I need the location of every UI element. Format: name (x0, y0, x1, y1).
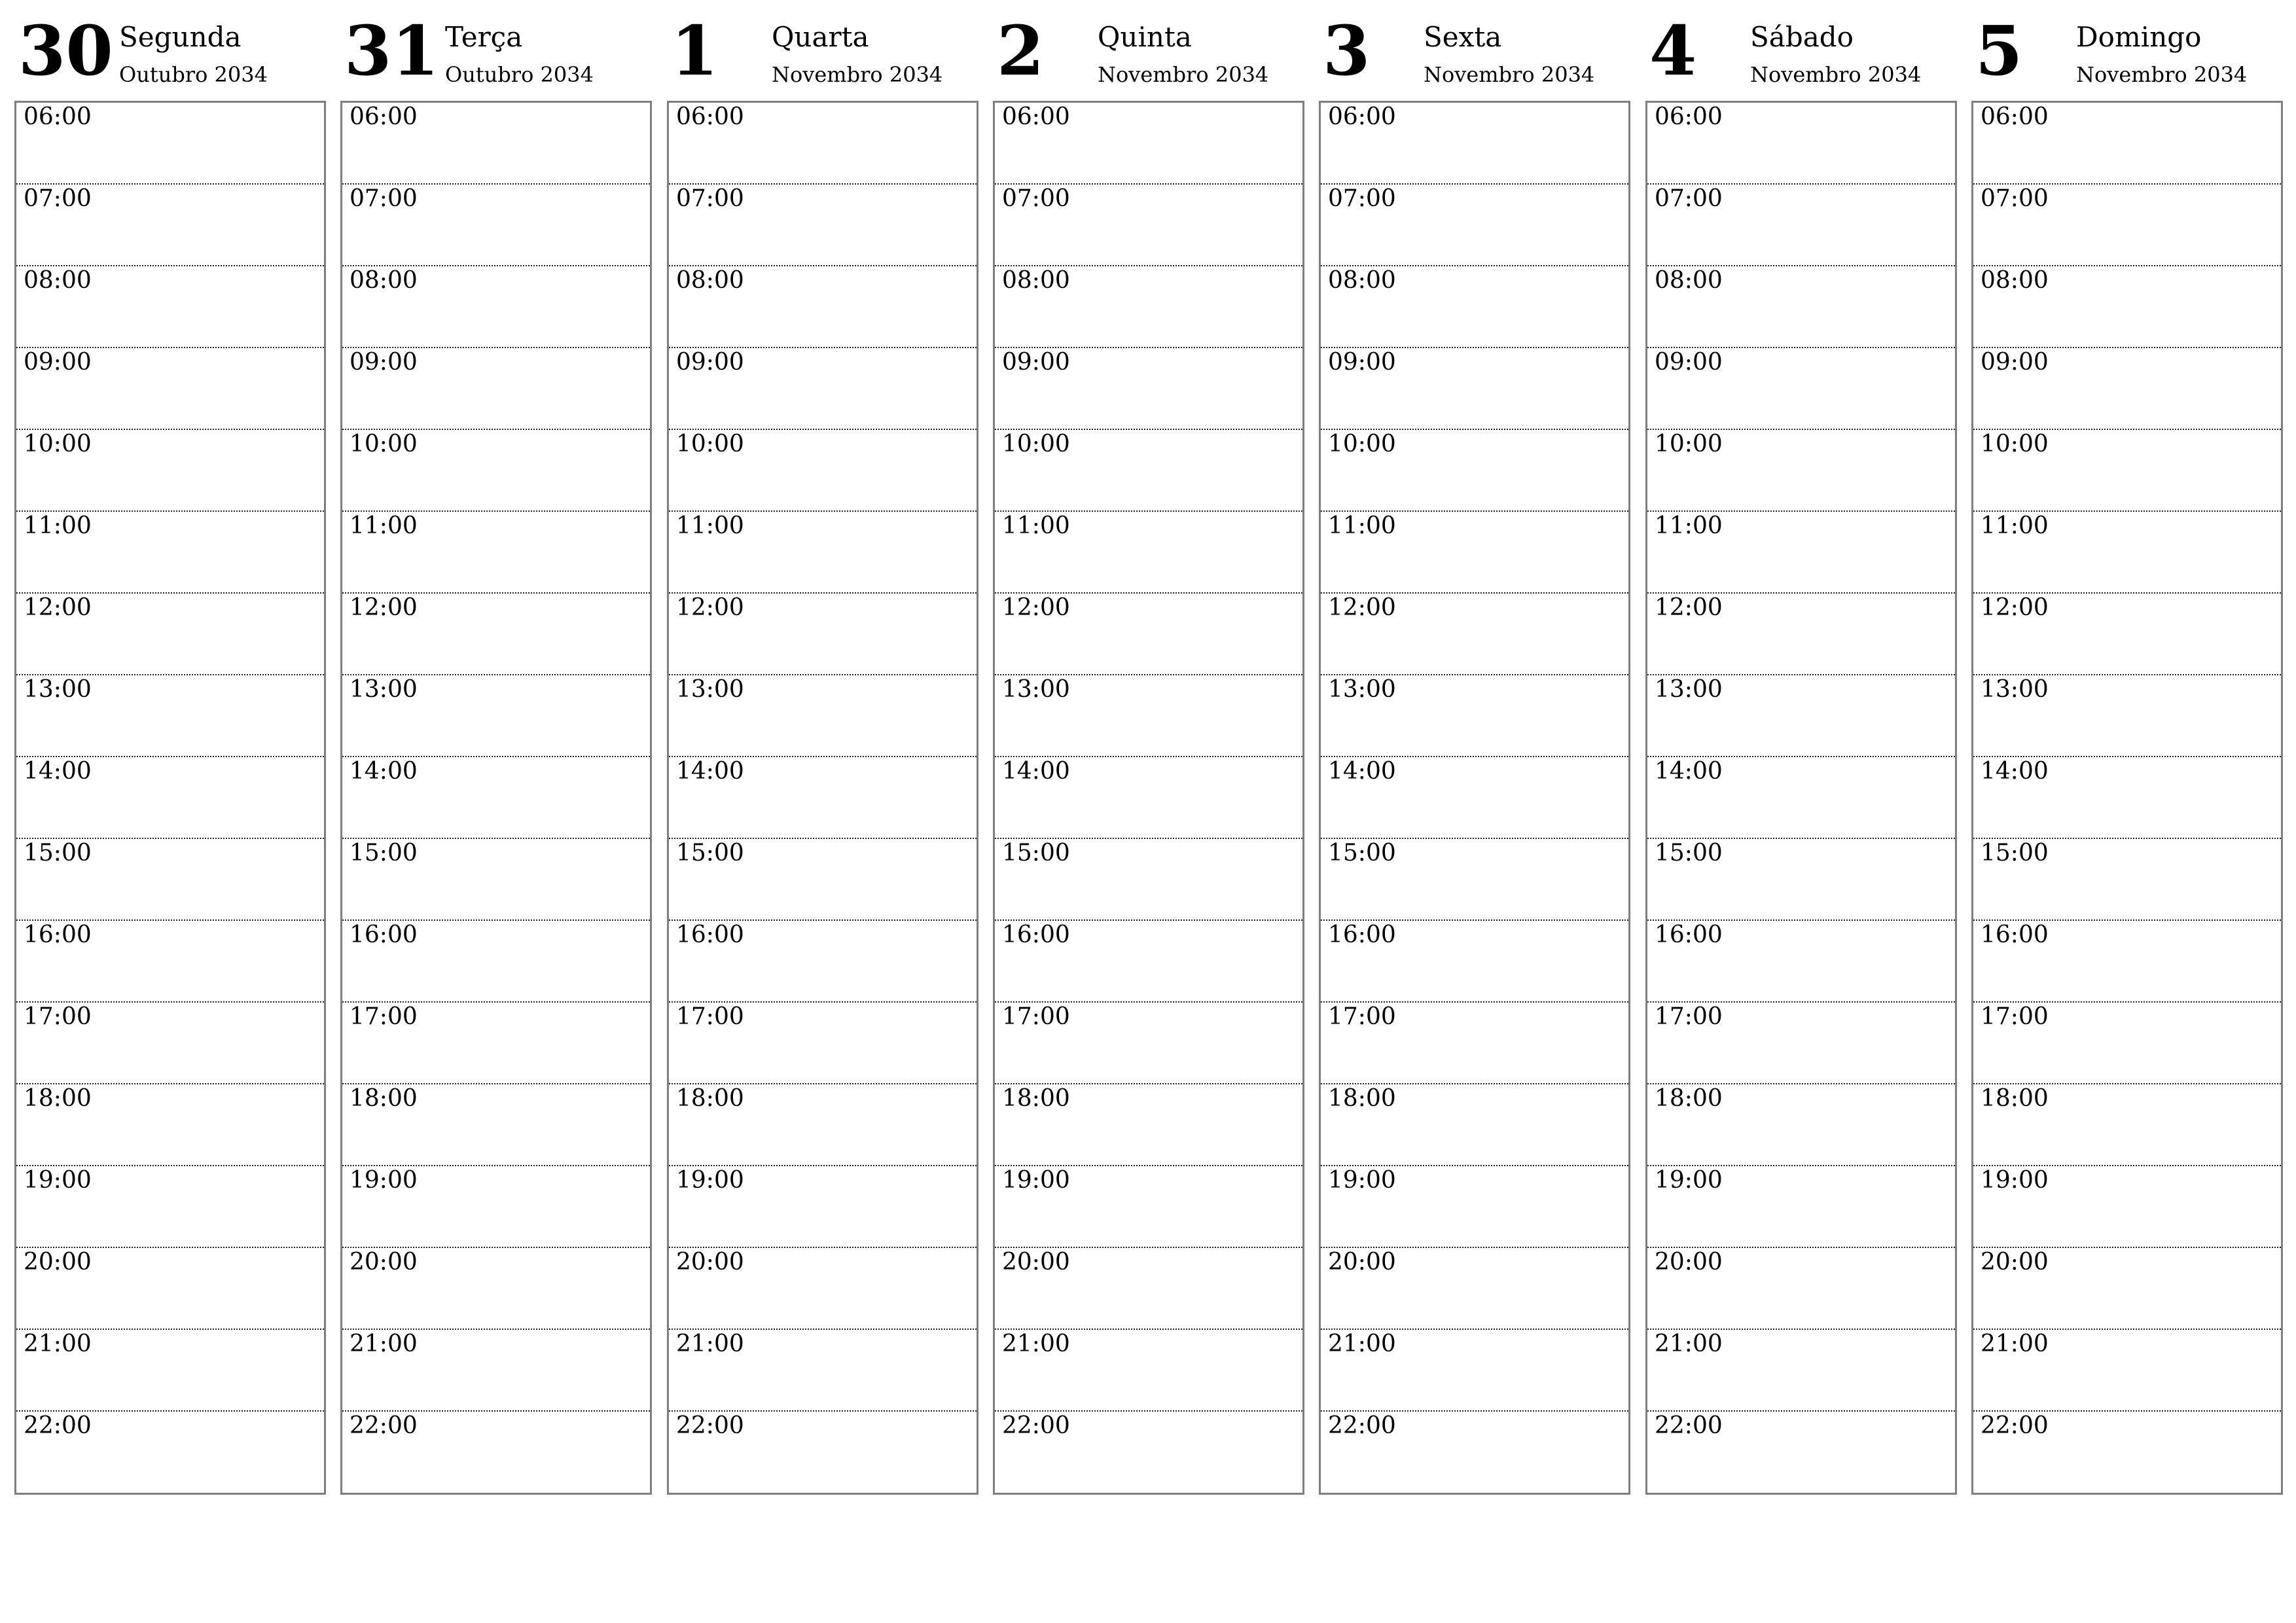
time-label: 07:00 (1328, 185, 1396, 212)
time-label: 09:00 (1328, 349, 1396, 376)
time-label: 10:00 (350, 431, 418, 457)
time-label: 13:00 (24, 676, 92, 703)
time-label: 06:00 (350, 103, 418, 130)
time-slot[interactable] (1973, 348, 2281, 430)
time-slot[interactable] (16, 1166, 324, 1248)
time-label: 10:00 (676, 431, 744, 457)
time-slot[interactable] (669, 921, 977, 1003)
time-label: 21:00 (1981, 1330, 2049, 1357)
day-number: 2 (997, 10, 1045, 91)
time-slot[interactable] (1647, 185, 1955, 266)
time-slot[interactable] (16, 675, 324, 757)
time-slot[interactable] (995, 185, 1302, 266)
time-slot[interactable] (1973, 1412, 2281, 1493)
time-label: 08:00 (1981, 267, 2049, 294)
time-slot[interactable] (1973, 594, 2281, 675)
day-number: 4 (1649, 10, 1697, 91)
time-slot[interactable] (16, 921, 324, 1003)
time-label: 06:00 (24, 103, 92, 130)
month-year: Novembro 2034 (1750, 62, 1922, 87)
time-label: 12:00 (1328, 594, 1396, 621)
time-label: 13:00 (676, 676, 744, 703)
time-slot[interactable] (669, 1412, 977, 1493)
time-label: 22:00 (1002, 1412, 1070, 1439)
time-label: 21:00 (1002, 1330, 1070, 1357)
day-schedule-box (993, 101, 1304, 1495)
time-label: 15:00 (676, 840, 744, 866)
time-label: 15:00 (1655, 840, 1723, 866)
time-label: 14:00 (1981, 758, 2049, 785)
time-slot[interactable] (1973, 266, 2281, 348)
time-slot[interactable] (1647, 266, 1955, 348)
time-slot[interactable] (669, 757, 977, 839)
time-slot[interactable] (1973, 757, 2281, 839)
time-slot[interactable] (995, 1166, 1302, 1248)
time-slot[interactable] (669, 1084, 977, 1166)
time-slot[interactable] (342, 103, 650, 185)
time-label: 20:00 (1981, 1249, 2049, 1275)
time-slot[interactable] (669, 348, 977, 430)
time-slot[interactable] (669, 1003, 977, 1084)
time-slot[interactable] (669, 1166, 977, 1248)
time-label: 11:00 (1655, 512, 1723, 539)
time-slot[interactable] (1647, 1330, 1955, 1412)
time-slot[interactable] (16, 266, 324, 348)
time-slot[interactable] (1647, 348, 1955, 430)
time-label: 18:00 (1328, 1085, 1396, 1112)
time-label: 20:00 (1002, 1249, 1070, 1275)
time-label: 14:00 (676, 758, 744, 785)
time-slot[interactable] (16, 1084, 324, 1166)
time-label: 18:00 (1981, 1085, 2049, 1112)
time-slot[interactable] (1647, 594, 1955, 675)
time-label: 10:00 (1981, 431, 2049, 457)
time-label: 11:00 (350, 512, 418, 539)
time-slot[interactable] (995, 921, 1302, 1003)
time-label: 13:00 (1981, 676, 2049, 703)
time-label: 16:00 (24, 921, 92, 948)
time-label: 09:00 (676, 349, 744, 376)
time-slot[interactable] (1973, 839, 2281, 921)
month-year: Novembro 2034 (2076, 62, 2248, 87)
time-slot[interactable] (995, 675, 1302, 757)
time-label: 09:00 (1655, 349, 1723, 376)
time-label: 06:00 (1655, 103, 1723, 130)
day-schedule-box (14, 101, 326, 1495)
time-slot[interactable] (342, 1248, 650, 1330)
day-column (340, 0, 652, 1439)
time-label: 17:00 (24, 1003, 92, 1030)
time-label: 08:00 (676, 267, 744, 294)
time-label: 17:00 (350, 1003, 418, 1030)
time-label: 13:00 (350, 676, 418, 703)
time-slot[interactable] (342, 839, 650, 921)
time-label: 07:00 (1655, 185, 1723, 212)
time-slot[interactable] (1973, 512, 2281, 594)
day-number: 30 (18, 10, 113, 91)
time-label: 16:00 (676, 921, 744, 948)
time-label: 06:00 (1328, 103, 1396, 130)
time-label: 10:00 (1328, 431, 1396, 457)
time-label: 22:00 (24, 1412, 92, 1439)
time-label: 19:00 (1002, 1167, 1070, 1194)
time-label: 12:00 (24, 594, 92, 621)
time-slot[interactable] (669, 512, 977, 594)
time-slot[interactable] (342, 1003, 650, 1084)
day-schedule-box (1319, 101, 1630, 1495)
day-number: 1 (671, 10, 719, 91)
time-slot[interactable] (342, 594, 650, 675)
time-label: 16:00 (350, 921, 418, 948)
time-label: 15:00 (1981, 840, 2049, 866)
time-label: 21:00 (1328, 1330, 1396, 1357)
time-slot[interactable] (16, 839, 324, 921)
time-slot[interactable] (342, 757, 650, 839)
time-slot[interactable] (669, 1330, 977, 1412)
time-slot[interactable] (1321, 103, 1628, 185)
time-label: 21:00 (676, 1330, 744, 1357)
time-slot[interactable] (995, 594, 1302, 675)
time-slot[interactable] (669, 103, 977, 185)
time-label: 19:00 (1328, 1167, 1396, 1194)
weekday-name: Sexta (1424, 21, 1502, 53)
time-label: 22:00 (350, 1412, 418, 1439)
weekday-name: Domingo (2076, 21, 2202, 53)
time-slot[interactable] (1321, 594, 1628, 675)
time-slot[interactable] (669, 675, 977, 757)
time-slot[interactable] (16, 103, 324, 185)
time-slot[interactable] (995, 1412, 1302, 1493)
time-label: 14:00 (1328, 758, 1396, 785)
time-label: 22:00 (1655, 1412, 1723, 1439)
time-label: 11:00 (676, 512, 744, 539)
day-schedule-box (1645, 101, 1957, 1495)
day-header (993, 0, 1304, 101)
time-slot[interactable] (1973, 675, 2281, 757)
time-label: 06:00 (676, 103, 744, 130)
time-label: 11:00 (1328, 512, 1396, 539)
time-slot[interactable] (1321, 430, 1628, 512)
time-label: 07:00 (676, 185, 744, 212)
time-label: 19:00 (350, 1167, 418, 1194)
time-label: 14:00 (24, 758, 92, 785)
time-label: 07:00 (350, 185, 418, 212)
time-label: 13:00 (1328, 676, 1396, 703)
time-slot[interactable] (1973, 103, 2281, 185)
time-slot[interactable] (995, 839, 1302, 921)
time-slot[interactable] (1321, 1248, 1628, 1330)
time-label: 18:00 (1002, 1085, 1070, 1112)
time-label: 16:00 (1655, 921, 1723, 948)
time-label: 08:00 (1328, 267, 1396, 294)
time-label: 18:00 (350, 1085, 418, 1112)
time-label: 09:00 (1002, 349, 1070, 376)
time-label: 06:00 (1981, 103, 2049, 130)
time-label: 17:00 (1002, 1003, 1070, 1030)
time-label: 19:00 (1655, 1167, 1723, 1194)
time-slot[interactable] (1647, 103, 1955, 185)
time-label: 15:00 (350, 840, 418, 866)
time-label: 09:00 (24, 349, 92, 376)
time-slot[interactable] (669, 266, 977, 348)
time-label: 09:00 (350, 349, 418, 376)
month-year: Novembro 2034 (1424, 62, 1595, 87)
day-number: 31 (344, 10, 439, 91)
weekday-name: Sábado (1750, 21, 1854, 53)
time-label: 22:00 (1981, 1412, 2049, 1439)
time-label: 14:00 (350, 758, 418, 785)
day-schedule-box (1971, 101, 2283, 1495)
time-label: 07:00 (24, 185, 92, 212)
time-label: 18:00 (1655, 1085, 1723, 1112)
time-slot[interactable] (1321, 1003, 1628, 1084)
time-label: 11:00 (1981, 512, 2049, 539)
time-label: 10:00 (1002, 431, 1070, 457)
time-label: 17:00 (1328, 1003, 1396, 1030)
time-slot[interactable] (1647, 430, 1955, 512)
time-label: 16:00 (1328, 921, 1396, 948)
time-slot[interactable] (995, 430, 1302, 512)
time-slot[interactable] (342, 1166, 650, 1248)
time-label: 13:00 (1002, 676, 1070, 703)
time-label: 18:00 (676, 1085, 744, 1112)
time-label: 17:00 (1981, 1003, 2049, 1030)
time-label: 12:00 (1655, 594, 1723, 621)
time-label: 19:00 (24, 1167, 92, 1194)
weekday-name: Quarta (772, 21, 869, 53)
time-slot[interactable] (1321, 1412, 1628, 1493)
time-label: 10:00 (24, 431, 92, 457)
time-slot[interactable] (995, 348, 1302, 430)
time-slot[interactable] (1647, 839, 1955, 921)
month-year: Novembro 2034 (772, 62, 943, 87)
time-label: 12:00 (1002, 594, 1070, 621)
day-schedule-box (667, 101, 978, 1495)
time-slot[interactable] (342, 675, 650, 757)
time-label: 08:00 (1002, 267, 1070, 294)
time-slot[interactable] (1647, 1412, 1955, 1493)
time-slot[interactable] (16, 512, 324, 594)
time-label: 19:00 (676, 1167, 744, 1194)
time-label: 17:00 (1655, 1003, 1723, 1030)
time-slot[interactable] (1647, 512, 1955, 594)
day-column (1971, 0, 2283, 1439)
time-slot[interactable] (1321, 921, 1628, 1003)
time-slot[interactable] (995, 266, 1302, 348)
time-slot[interactable] (16, 1330, 324, 1412)
time-slot[interactable] (342, 348, 650, 430)
time-slot[interactable] (1647, 1003, 1955, 1084)
time-slot[interactable] (1321, 512, 1628, 594)
time-slot[interactable] (16, 1248, 324, 1330)
time-label: 20:00 (350, 1249, 418, 1275)
time-label: 15:00 (1002, 840, 1070, 866)
time-label: 21:00 (1655, 1330, 1723, 1357)
time-slot[interactable] (995, 757, 1302, 839)
time-slot[interactable] (1973, 185, 2281, 266)
time-label: 15:00 (1328, 840, 1396, 866)
time-label: 22:00 (676, 1412, 744, 1439)
time-slot[interactable] (1647, 1248, 1955, 1330)
time-slot[interactable] (16, 430, 324, 512)
time-label: 18:00 (24, 1085, 92, 1112)
time-slot[interactable] (995, 1084, 1302, 1166)
month-year: Novembro 2034 (1098, 62, 1269, 87)
time-slot[interactable] (1973, 1003, 2281, 1084)
time-label: 12:00 (1981, 594, 2049, 621)
time-label: 08:00 (24, 267, 92, 294)
weekday-name: Terça (445, 21, 523, 53)
time-label: 14:00 (1655, 758, 1723, 785)
time-slot[interactable] (1321, 1084, 1628, 1166)
time-slot[interactable] (1321, 1330, 1628, 1412)
time-slot[interactable] (16, 348, 324, 430)
time-label: 09:00 (1981, 349, 2049, 376)
time-label: 20:00 (1328, 1249, 1396, 1275)
time-slot[interactable] (1321, 1166, 1628, 1248)
day-header (1319, 0, 1630, 101)
time-slot[interactable] (1647, 675, 1955, 757)
time-slot[interactable] (342, 185, 650, 266)
day-header (14, 0, 326, 101)
time-label: 20:00 (1655, 1249, 1723, 1275)
time-slot[interactable] (342, 1330, 650, 1412)
time-slot[interactable] (342, 512, 650, 594)
weekday-name: Quinta (1098, 21, 1192, 53)
time-slot[interactable] (669, 1248, 977, 1330)
time-label: 21:00 (350, 1330, 418, 1357)
time-label: 12:00 (350, 594, 418, 621)
time-slot[interactable] (995, 1003, 1302, 1084)
time-slot[interactable] (1321, 757, 1628, 839)
time-slot[interactable] (669, 594, 977, 675)
time-label: 19:00 (1981, 1167, 2049, 1194)
weekday-name: Segunda (119, 21, 242, 53)
time-label: 08:00 (350, 267, 418, 294)
time-slot[interactable] (1973, 1084, 2281, 1166)
time-slot[interactable] (16, 185, 324, 266)
time-label: 07:00 (1002, 185, 1070, 212)
day-column (667, 0, 978, 1439)
time-slot[interactable] (1647, 757, 1955, 839)
time-slot[interactable] (1973, 1248, 2281, 1330)
time-label: 15:00 (24, 840, 92, 866)
time-label: 13:00 (1655, 676, 1723, 703)
time-slot[interactable] (16, 1412, 324, 1493)
time-label: 14:00 (1002, 758, 1070, 785)
time-label: 06:00 (1002, 103, 1070, 130)
time-slot[interactable] (342, 266, 650, 348)
time-label: 08:00 (1655, 267, 1723, 294)
time-slot[interactable] (669, 839, 977, 921)
time-slot[interactable] (16, 594, 324, 675)
time-label: 07:00 (1981, 185, 2049, 212)
time-slot[interactable] (16, 757, 324, 839)
day-schedule-box (340, 101, 652, 1495)
time-slot[interactable] (1973, 1166, 2281, 1248)
month-year: Outubro 2034 (445, 62, 594, 87)
time-slot[interactable] (995, 1330, 1302, 1412)
day-header (1971, 0, 2283, 101)
time-slot[interactable] (1321, 675, 1628, 757)
time-slot[interactable] (995, 512, 1302, 594)
time-slot[interactable] (1321, 839, 1628, 921)
time-slot[interactable] (1973, 921, 2281, 1003)
time-slot[interactable] (1973, 1330, 2281, 1412)
day-column (14, 0, 326, 1439)
day-number: 3 (1323, 10, 1371, 91)
time-label: 12:00 (676, 594, 744, 621)
time-slot[interactable] (1321, 348, 1628, 430)
time-slot[interactable] (1321, 266, 1628, 348)
day-column (993, 0, 1304, 1439)
day-column (1645, 0, 1957, 1439)
time-label: 11:00 (24, 512, 92, 539)
time-label: 16:00 (1002, 921, 1070, 948)
time-label: 10:00 (1655, 431, 1723, 457)
month-year: Outubro 2034 (119, 62, 268, 87)
time-slot[interactable] (1647, 921, 1955, 1003)
time-slot[interactable] (995, 103, 1302, 185)
day-column (1319, 0, 1630, 1439)
time-slot[interactable] (342, 430, 650, 512)
time-slot[interactable] (669, 185, 977, 266)
time-slot[interactable] (342, 1412, 650, 1493)
time-slot[interactable] (1973, 430, 2281, 512)
day-header (1645, 0, 1957, 101)
time-slot[interactable] (669, 430, 977, 512)
time-label: 17:00 (676, 1003, 744, 1030)
time-slot[interactable] (995, 1248, 1302, 1330)
time-label: 20:00 (24, 1249, 92, 1275)
time-label: 20:00 (676, 1249, 744, 1275)
time-slot[interactable] (1647, 1166, 1955, 1248)
day-number: 5 (1975, 10, 2023, 91)
time-label: 22:00 (1328, 1412, 1396, 1439)
time-slot[interactable] (16, 1003, 324, 1084)
time-slot[interactable] (1647, 1084, 1955, 1166)
time-slot[interactable] (342, 1084, 650, 1166)
time-slot[interactable] (342, 921, 650, 1003)
time-label: 11:00 (1002, 512, 1070, 539)
time-slot[interactable] (1321, 185, 1628, 266)
time-label: 21:00 (24, 1330, 92, 1357)
time-label: 16:00 (1981, 921, 2049, 948)
day-header (340, 0, 652, 101)
day-header (667, 0, 978, 101)
